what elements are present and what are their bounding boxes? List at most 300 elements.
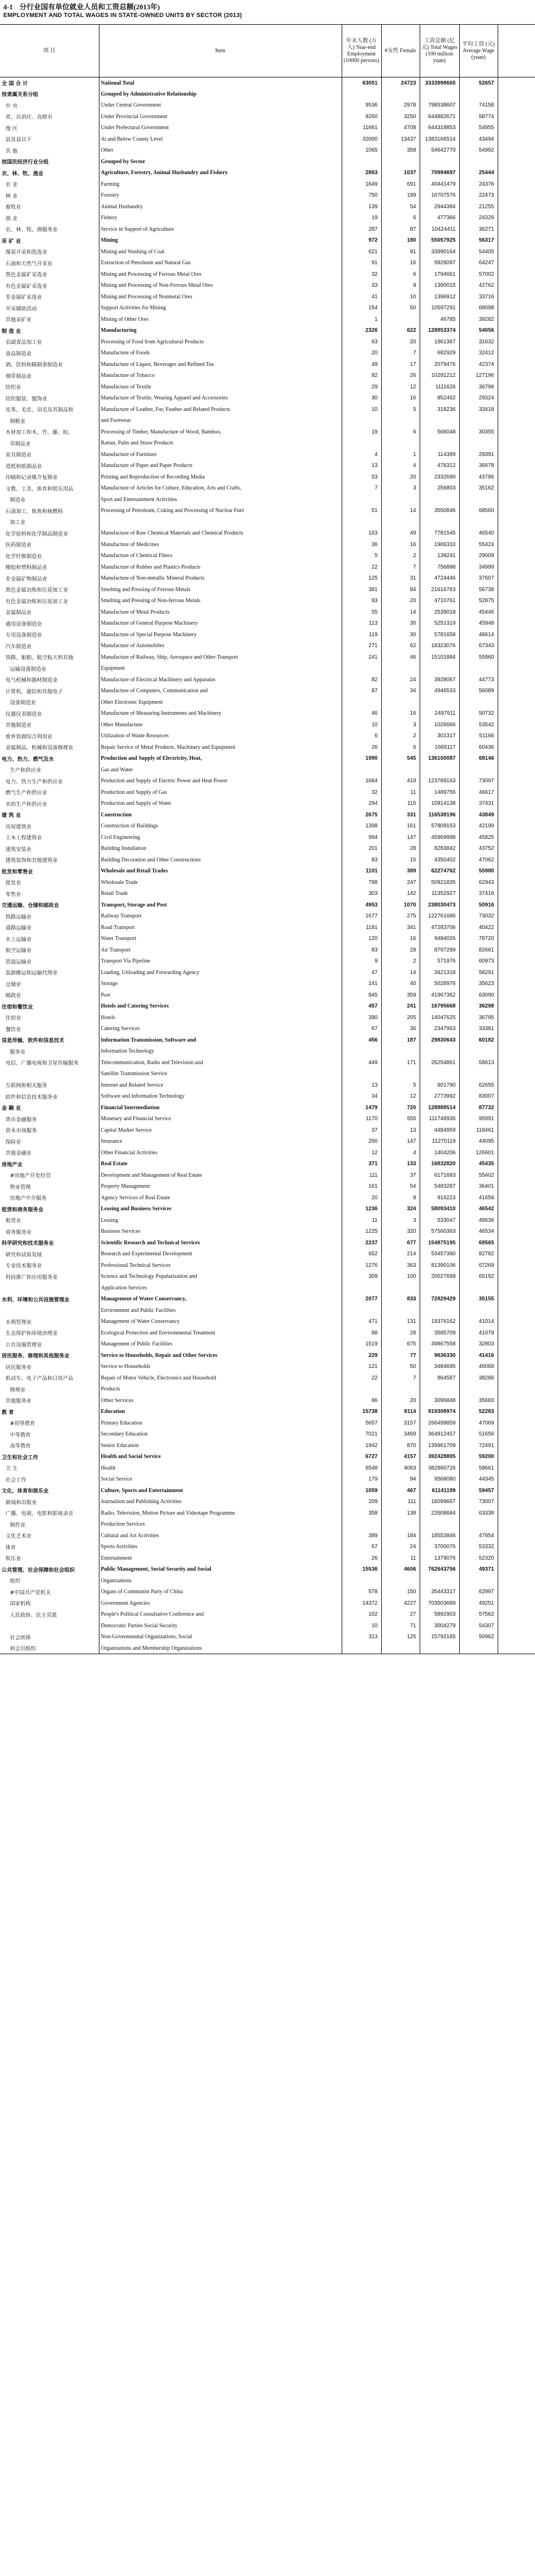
row-item-en: Mining and Processing of Ferrous Metal Ores — [99, 269, 342, 280]
row-average-wage: 35162 — [459, 483, 498, 494]
row-average-wage: 36298 — [459, 1001, 498, 1012]
row-employment: 119 — [342, 629, 381, 641]
row-item-en: People's Political Consultative Conference and — [99, 1609, 342, 1621]
row-average-wage: 126601 — [459, 1147, 498, 1159]
row-total-wages: 756898 — [420, 561, 459, 573]
row-employment: 19 — [342, 426, 381, 438]
row-employment — [342, 438, 381, 449]
table-row — [0, 1069, 535, 1080]
row-item-en: Rattan, Palm and Straw Products — [99, 438, 342, 449]
row-employment: 49 — [342, 359, 381, 370]
row-item-cn: 中等教育 — [10, 1432, 31, 1438]
row-item-en: Building Decoration and Other Constructions — [99, 854, 342, 866]
row-average-wage: 46540 — [459, 528, 498, 539]
row-female: 4606 — [381, 1564, 420, 1576]
row-employment: 1990 — [342, 753, 381, 765]
row-item-en: Environment and Public Facilities — [99, 1305, 342, 1316]
table-row — [0, 821, 535, 832]
row-average-wage: 54307 — [459, 1620, 498, 1632]
row-employment: 15536 — [342, 1564, 381, 1576]
row-extra-cell — [498, 1114, 535, 1125]
row-item-cn: 黑色金属矿采选业 — [5, 272, 48, 279]
row-employment: 309 — [342, 1271, 381, 1283]
row-total-wages: 29830643 — [420, 1034, 459, 1046]
row-female: 20 — [381, 1395, 420, 1406]
row-extra-cell — [498, 460, 535, 472]
row-female: 131 — [381, 1316, 420, 1328]
row-item-cn: 皮革、毛皮、羽毛及其制品和 — [5, 407, 74, 414]
row-female: 187 — [381, 1034, 420, 1046]
row-female: 24 — [381, 1542, 420, 1553]
row-total-wages: 566048 — [420, 426, 459, 438]
row-total-wages: 154875195 — [420, 1237, 459, 1249]
row-total-wages: 3004279 — [420, 1620, 459, 1632]
row-female: 28 — [381, 843, 420, 855]
row-female: 10 — [381, 291, 420, 303]
row-extra-cell — [498, 967, 535, 978]
row-average-wage: 47069 — [459, 1417, 498, 1429]
row-extra-cell — [498, 1147, 535, 1159]
row-total-wages: 5028976 — [420, 978, 459, 990]
row-item-cn: 邮政业 — [5, 993, 21, 999]
row-item-en: Manufacture of Electrical Machinery and Apparatus — [99, 674, 342, 686]
table-row — [0, 438, 535, 449]
row-female: 49 — [381, 528, 420, 539]
row-item-cn: 仓储业 — [5, 981, 21, 988]
row-employment: 9 — [342, 956, 381, 967]
table-row — [0, 235, 535, 247]
row-extra-cell — [498, 1507, 535, 1519]
row-total-wages: 3421318 — [420, 967, 459, 978]
row-average-wage: 58774 — [459, 111, 498, 123]
row-item-cn: 其他制造业 — [5, 722, 32, 729]
row-extra-cell — [498, 607, 535, 618]
row-item-cn: 国家机构 — [10, 1601, 31, 1607]
row-female: 675 — [381, 1339, 420, 1350]
row-average-wage — [459, 494, 498, 505]
row-total-wages: 18323076 — [420, 641, 459, 652]
row-extra-cell — [498, 956, 535, 967]
row-average-wage — [459, 1519, 498, 1531]
row-item-en: Grouped by Sector — [99, 156, 342, 168]
row-total-wages: 57560363 — [420, 1226, 459, 1238]
row-total-wages: 16707576 — [420, 190, 459, 202]
table-row — [0, 911, 535, 922]
row-average-wage: 37607 — [459, 573, 498, 585]
row-total-wages: 10424411 — [420, 224, 459, 235]
table-row — [0, 1530, 535, 1542]
row-total-wages: 382860726 — [420, 1462, 459, 1474]
row-total-wages: 476312 — [420, 460, 459, 472]
row-total-wages: 1026666 — [420, 719, 459, 731]
row-employment — [342, 1643, 381, 1654]
row-average-wage: 52657 — [459, 77, 498, 89]
row-female: 50 — [381, 303, 420, 314]
row-item-en: Manufacture of Articles for Culture, Education, Arts and Crafts, — [99, 483, 342, 494]
row-item-cn: 运输设备制造业 — [10, 666, 47, 672]
row-total-wages: 11352927 — [420, 888, 459, 900]
row-female: 3469 — [381, 1429, 420, 1440]
row-item-cn: 按隶属关系分组 — [2, 92, 38, 98]
row-item-cn: 林 业 — [5, 193, 18, 199]
row-average-wage: 63090 — [459, 989, 498, 1001]
row-item-cn: 物业管理 — [10, 1184, 31, 1190]
row-average-wage: 59661 — [459, 1462, 498, 1474]
row-extra-cell — [498, 100, 535, 112]
row-female — [381, 1282, 420, 1294]
row-item-en: Manufacture of Non-metallic Mineral Products — [99, 573, 342, 585]
row-employment: 5 — [342, 550, 381, 562]
row-total-wages: 1379076 — [420, 1553, 459, 1564]
table-row — [0, 1204, 535, 1215]
row-item-cn — [0, 1620, 99, 1632]
row-average-wage: 58613 — [459, 1057, 498, 1069]
row-item-en: Building Installation — [99, 843, 342, 855]
row-average-wage: 36678 — [459, 460, 498, 472]
row-average-wage: 69565 — [459, 1237, 498, 1249]
row-female: 125 — [381, 1632, 420, 1643]
row-female: 4063 — [381, 1462, 420, 1474]
row-item-en: Under Central Government — [99, 100, 342, 112]
row-extra-cell — [498, 415, 535, 427]
row-total-wages: 11270119 — [420, 1136, 459, 1148]
row-female — [381, 88, 420, 100]
row-average-wage — [459, 516, 498, 528]
row-female: 7 — [381, 348, 420, 359]
row-total-wages: 10291212 — [420, 370, 459, 382]
row-extra-cell — [498, 629, 535, 641]
row-total-wages: 533047 — [420, 1215, 459, 1226]
table-row — [0, 246, 535, 258]
row-total-wages: 5892903 — [420, 1609, 459, 1621]
row-item-en: Manufacture of Raw Chemical Materials and Chemical Products — [99, 528, 342, 539]
row-female: 14 — [381, 607, 420, 618]
row-extra-cell — [498, 258, 535, 269]
row-total-wages: 916223 — [420, 1192, 459, 1204]
row-item-en: Organizations and Membership Organizations — [99, 1643, 342, 1654]
row-item-en: Production Services — [99, 1519, 342, 1531]
row-extra-cell — [498, 1361, 535, 1373]
row-extra-cell — [498, 1643, 535, 1654]
row-average-wage: 54955 — [459, 123, 498, 134]
row-item-cn: 造纸和纸制品业 — [5, 463, 42, 470]
row-total-wages: 7781545 — [420, 528, 459, 539]
row-extra-cell — [498, 1170, 535, 1181]
row-item-cn: 管道运输业 — [5, 959, 32, 965]
row-extra-cell — [498, 449, 535, 460]
table-row — [0, 1080, 535, 1091]
row-average-wage: 67343 — [459, 641, 498, 652]
row-average-wage: 32412 — [459, 348, 498, 359]
row-average-wage: 43849 — [459, 809, 498, 821]
table-row — [0, 1034, 535, 1046]
row-employment: 13 — [342, 1080, 381, 1091]
table-row — [0, 1023, 535, 1035]
row-extra-cell — [498, 1226, 535, 1238]
row-average-wage: 29324 — [459, 393, 498, 404]
row-average-wage — [459, 764, 498, 776]
row-extra-cell — [498, 303, 535, 314]
table-row — [0, 1125, 535, 1136]
row-extra-cell — [498, 1485, 535, 1496]
row-average-wage: 50916 — [459, 899, 498, 911]
row-total-wages: 798538607 — [420, 100, 459, 112]
row-item-cn: 批发业 — [5, 880, 21, 887]
row-extra-cell — [498, 291, 535, 303]
row-total-wages: 1111626 — [420, 381, 459, 393]
table-row — [0, 1170, 535, 1181]
row-employment: 294 — [342, 798, 381, 810]
row-average-wage — [459, 663, 498, 675]
row-employment: 82 — [342, 674, 381, 686]
row-employment — [342, 156, 381, 168]
table-row — [0, 877, 535, 888]
row-average-wage: 73032 — [459, 911, 498, 922]
row-item-cn: 修理业 — [10, 1387, 26, 1393]
row-total-wages — [420, 764, 459, 776]
row-employment: 798 — [342, 877, 381, 888]
row-employment: 1236 — [342, 1204, 381, 1215]
row-extra-cell — [498, 77, 535, 89]
row-total-wages: 6171683 — [420, 1170, 459, 1181]
row-extra-cell — [498, 224, 535, 235]
row-female — [381, 663, 420, 675]
row-item-en: Production and Supply of Electricity, Heat, — [99, 753, 342, 765]
row-female: 622 — [381, 325, 420, 337]
row-extra-cell — [498, 235, 535, 247]
row-extra-cell — [498, 1204, 535, 1215]
row-female: 11 — [381, 787, 420, 798]
row-extra-cell — [498, 1406, 535, 1418]
header-female: #女性 Female — [381, 25, 420, 77]
row-female: 1037 — [381, 168, 420, 179]
table-row — [0, 77, 535, 89]
row-extra-cell — [498, 88, 535, 100]
row-average-wage: 62943 — [459, 877, 498, 888]
row-female: 150 — [381, 1587, 420, 1598]
row-employment: 53 — [342, 471, 381, 483]
row-item-cn: 电力、热力生产和供应业 — [5, 778, 63, 785]
row-item-cn: 金属制品业 — [5, 610, 32, 616]
row-item-en: Manufacture of General Purpose Machinery — [99, 618, 342, 630]
row-item-cn: 水的生产和供应业 — [5, 801, 48, 808]
row-item-en: Utilization of Waste Resources — [99, 731, 342, 742]
row-employment: 2326 — [342, 325, 381, 337]
row-item-cn: 科学研究和技术服务业 — [2, 1240, 54, 1247]
row-female: 467 — [381, 1485, 420, 1496]
row-average-wage: 54992 — [459, 145, 498, 157]
row-item-cn: 汽车制造业 — [5, 643, 32, 650]
row-item-cn: 农、林、牧、渔服务业 — [5, 227, 58, 233]
row-average-wage — [459, 1305, 498, 1316]
row-item-cn: 水利管理业 — [5, 1319, 32, 1326]
row-total-wages: 4724446 — [420, 573, 459, 585]
row-total-wages: 16832820 — [420, 1159, 459, 1170]
row-extra-cell — [498, 561, 535, 573]
row-item-en: Journalism and Publishing Activities — [99, 1496, 342, 1508]
table-row — [0, 1091, 535, 1103]
table-row — [0, 1294, 535, 1305]
row-extra-cell — [498, 911, 535, 922]
row-average-wage: 68560 — [459, 505, 498, 517]
row-item-cn: 烟草制品业 — [5, 373, 32, 380]
table-row — [0, 471, 535, 483]
row-item-en: Air Transport — [99, 944, 342, 956]
row-item-en: Mining and Washing of Coal — [99, 246, 342, 258]
row-total-wages: 26254861 — [420, 1057, 459, 1069]
row-female: 7 — [381, 1372, 420, 1384]
row-total-wages: 139961709 — [420, 1440, 459, 1451]
row-average-wage: 57002 — [459, 269, 498, 280]
row-item-en: Manufacture of Metal Products — [99, 607, 342, 618]
table-row — [0, 123, 535, 134]
row-item-en: Animal Husbandry — [99, 201, 342, 213]
row-female: 24 — [381, 674, 420, 686]
title-cn-line — [3, 2, 531, 12]
table-row — [0, 956, 535, 967]
row-average-wage: 35155 — [459, 1294, 498, 1305]
row-female: 8 — [381, 280, 420, 292]
row-employment: 389 — [342, 1530, 381, 1542]
row-employment: 457 — [342, 1001, 381, 1012]
row-total-wages: 41967362 — [420, 989, 459, 1001]
table-row — [0, 809, 535, 821]
row-average-wage: 41079 — [459, 1327, 498, 1339]
row-item-en: Processing of Food from Agricultural Products — [99, 336, 342, 348]
row-average-wage: 35683 — [459, 1395, 498, 1406]
row-employment: 22 — [342, 561, 381, 573]
row-item-cn: #房地产开发经营 — [10, 1173, 51, 1179]
row-total-wages: 8797299 — [420, 944, 459, 956]
row-average-wage: 49251 — [459, 1598, 498, 1609]
row-average-wage: 55960 — [459, 652, 498, 663]
row-extra-cell — [498, 133, 535, 145]
row-extra-cell — [498, 1271, 535, 1283]
row-extra-cell — [498, 1237, 535, 1249]
row-employment: 34 — [342, 1091, 381, 1103]
row-female: 30 — [381, 629, 420, 641]
row-employment: 9260 — [342, 111, 381, 123]
row-total-wages: 22608684 — [420, 1507, 459, 1519]
row-female: 3 — [381, 719, 420, 731]
row-extra-cell — [498, 753, 535, 765]
row-average-wage: 50962 — [459, 1632, 498, 1643]
row-average-wage: 22473 — [459, 190, 498, 202]
row-extra-cell — [498, 742, 535, 753]
row-female: 100 — [381, 1271, 420, 1283]
table-row — [0, 190, 535, 202]
row-item-cn: 社会工作 — [5, 1477, 27, 1483]
row-item-cn: 电力、热力、燃气及水 — [2, 756, 54, 763]
row-employment: 2675 — [342, 809, 381, 821]
row-average-wage: 43786 — [459, 471, 498, 483]
row-item-en: At and Below County Level — [99, 133, 342, 145]
title-cn: 分行业国有单位就业人员和工资总额(2013年) — [19, 3, 160, 11]
row-item-cn: 零售业 — [5, 891, 21, 898]
row-employment: 229 — [342, 1350, 381, 1361]
row-employment: 1170 — [342, 1114, 381, 1125]
row-item-en: Democratic Parties Social Security — [99, 1620, 342, 1632]
row-item-en: Manufacture of Paper and Paper Products — [99, 460, 342, 472]
row-average-wage: 33716 — [459, 291, 498, 303]
row-employment: 26 — [342, 1553, 381, 1564]
row-average-wage: 51166 — [459, 731, 498, 742]
table-row — [0, 213, 535, 224]
row-employment: 161 — [342, 1181, 381, 1193]
row-employment: 86 — [342, 1395, 381, 1406]
row-female: 31 — [381, 573, 420, 585]
row-employment — [342, 663, 381, 675]
table-row — [0, 1114, 535, 1125]
row-female: 62 — [381, 641, 420, 652]
row-total-wages — [420, 1069, 459, 1080]
table-header — [0, 25, 535, 77]
table-row — [0, 224, 535, 235]
row-item-en: Other Services — [99, 1395, 342, 1406]
table-row — [0, 764, 535, 776]
row-item-cn: 开采辅助活动 — [5, 305, 37, 312]
row-employment: 37 — [342, 1125, 381, 1136]
row-item-en: Capital Market Service — [99, 1125, 342, 1136]
row-average-wage: 44095 — [459, 1136, 498, 1148]
table-row — [0, 618, 535, 630]
row-extra-cell — [498, 1091, 535, 1103]
row-total-wages: 1390015 — [420, 280, 459, 292]
row-employment: 36 — [342, 539, 381, 550]
row-total-wages: 57809153 — [420, 821, 459, 832]
table-row — [0, 978, 535, 990]
row-employment — [342, 1384, 381, 1395]
row-extra-cell — [498, 1249, 535, 1260]
table-row — [0, 573, 535, 585]
row-item-cn: 和会员组织 — [0, 1643, 99, 1654]
row-average-wage: 58291 — [459, 967, 498, 978]
row-total-wages — [420, 1305, 459, 1316]
row-total-wages: 70994697 — [420, 168, 459, 179]
row-item-en: Other Financial Activities — [99, 1147, 342, 1159]
table-row — [0, 516, 535, 528]
row-employment: 1942 — [342, 1440, 381, 1451]
row-average-wage: 60436 — [459, 742, 498, 753]
row-female: 8 — [381, 1192, 420, 1204]
row-item-cn: 医药制造业 — [5, 542, 32, 549]
row-extra-cell — [498, 190, 535, 202]
row-total-wages: 2944384 — [420, 201, 459, 213]
row-item-cn: 县及县以下 — [5, 137, 32, 143]
header-item-cn: 项 目 — [0, 25, 99, 77]
row-item-en: Leasing — [99, 1215, 342, 1226]
row-item-en: Retail Trade — [99, 888, 342, 900]
row-extra-cell — [498, 1429, 535, 1440]
row-item-en: Equipment — [99, 663, 342, 675]
table-row — [0, 1361, 535, 1373]
row-employment: 6 — [342, 731, 381, 742]
row-female: 91 — [381, 246, 420, 258]
row-item-cn: 道路运输业 — [5, 925, 32, 932]
row-average-wage: 44773 — [459, 674, 498, 686]
row-item-cn: 房屋建筑业 — [5, 824, 32, 830]
row-average-wage: 50732 — [459, 708, 498, 720]
row-extra-cell — [498, 719, 535, 731]
row-item-cn: #中国共产党机关 — [10, 1589, 51, 1596]
row-item-cn: 渔 业 — [5, 215, 18, 222]
row-average-wage — [459, 1282, 498, 1294]
row-item-cn: 文化、体育和娱乐业 — [2, 1488, 49, 1495]
row-total-wages: 50921835 — [420, 877, 459, 888]
row-average-wage: 42762 — [459, 280, 498, 292]
table-row — [0, 561, 535, 573]
row-item-cn: 仪器仪表制造业 — [5, 711, 42, 717]
